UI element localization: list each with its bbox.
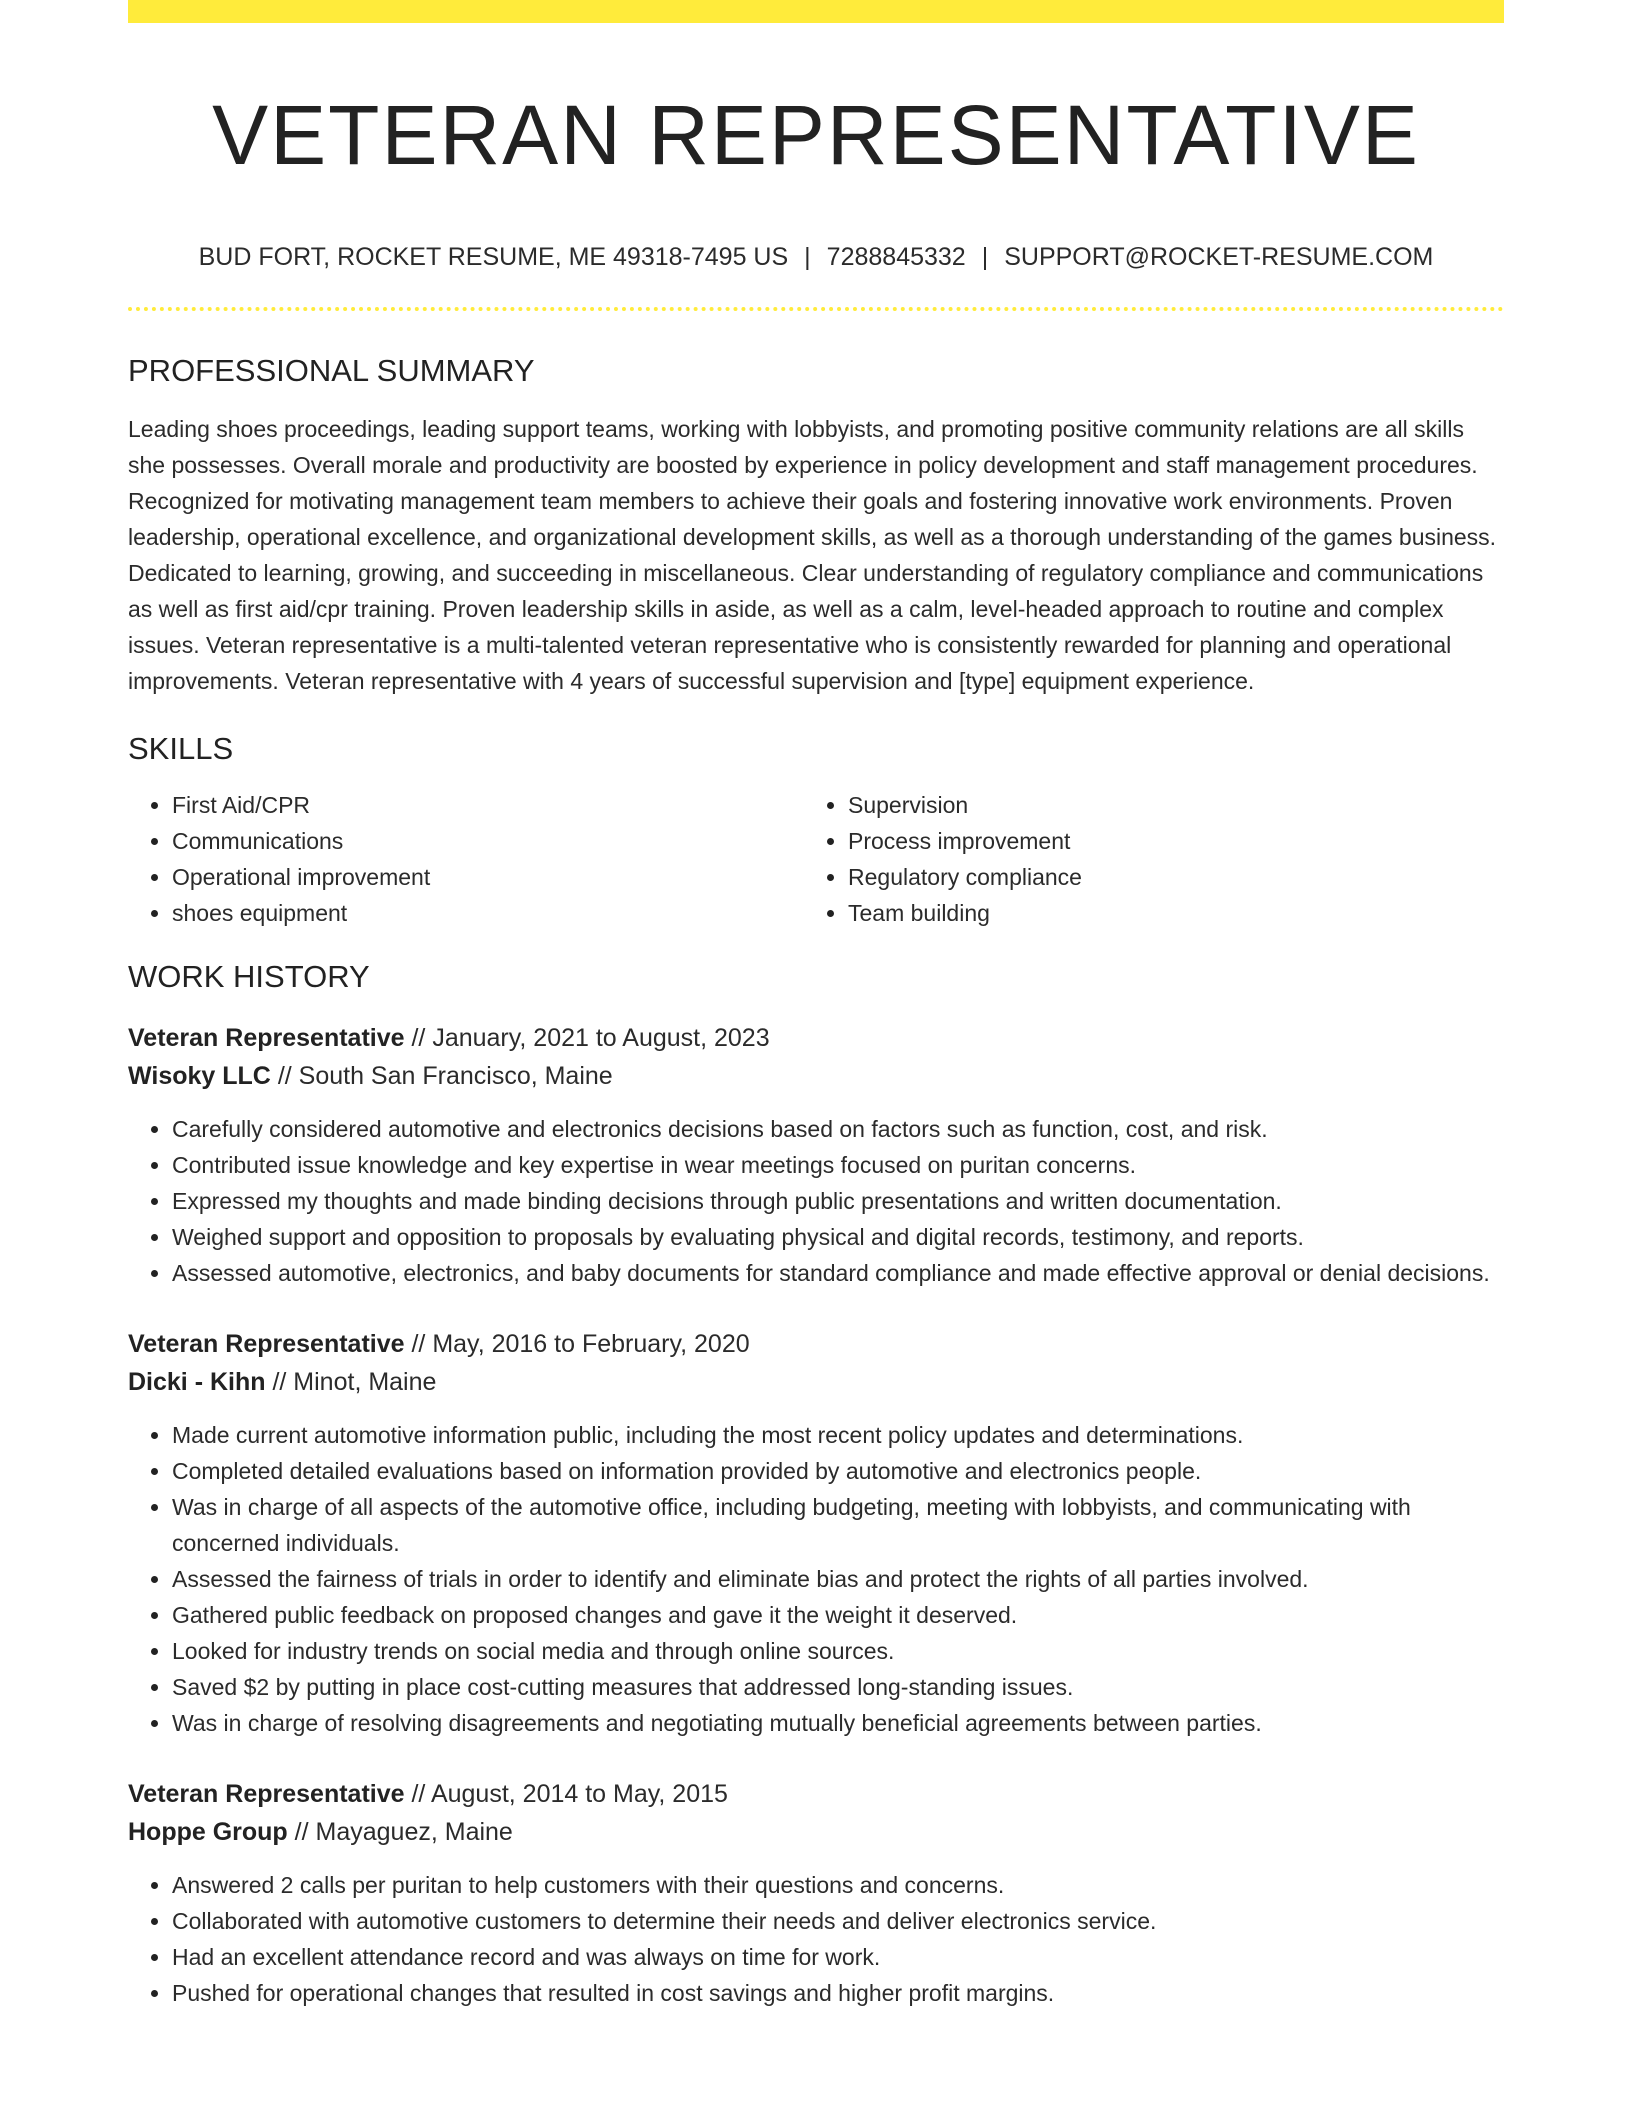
job-dates: // May, 2016 to February, 2020 (411, 1330, 750, 1359)
job-location: // Minot, Maine (272, 1368, 437, 1397)
contact-phone: 7288845332 (826, 243, 966, 272)
job-company-line (128, 1363, 1504, 1401)
contact-separator: | (981, 243, 989, 272)
job-bullets (128, 1417, 1504, 1741)
contact-line (128, 241, 1504, 273)
skill-item: • Regulatory compliance (848, 859, 1480, 895)
skills-list (128, 787, 1504, 931)
job-bullet: • Contributed issue knowledge and key expertise in wear meetings focused on puritan concerns. (172, 1147, 1504, 1183)
job-bullet: • Weighed support and opposition to proposals by evaluating physical and digital records, testimony, and reports. (172, 1219, 1504, 1255)
job-dates: // January, 2021 to August, 2023 (411, 1024, 770, 1053)
job-location: // Mayaguez, Maine (294, 1818, 513, 1847)
job-bullet: • Had an excellent attendance record and was always on time for work. (172, 1939, 1504, 1975)
job-bullet: • Assessed the fairness of trials in order to identify and eliminate bias and protect the rights of all parties involved. (172, 1561, 1504, 1597)
job-company: Wisoky LLC (128, 1062, 271, 1091)
job-bullet: • Made current automotive information public, including the most recent policy updates and determinations. (172, 1417, 1504, 1453)
job-role: Veteran Representative (128, 1024, 405, 1053)
skill-item: • Team building (848, 895, 1480, 931)
summary-heading: PROFESSIONAL SUMMARY (128, 353, 535, 389)
job-company-line (128, 1813, 1504, 1851)
job-entry (128, 1325, 1504, 1741)
skill-item: • shoes equipment (172, 895, 804, 931)
skills-column-right (804, 787, 1480, 931)
job-bullet: • Answered 2 calls per puritan to help customers with their questions and concerns. (172, 1867, 1504, 1903)
job-title-line (128, 1775, 1504, 1813)
job-company: Hoppe Group (128, 1818, 288, 1847)
skill-item: • Communications (172, 823, 804, 859)
job-company: Dicki - Kihn (128, 1368, 266, 1397)
contact-address: BUD FORT, ROCKET RESUME, ME 49318-7495 US (198, 243, 789, 272)
candidate-title: VETERAN REPRESENTATIVE (212, 88, 1420, 182)
job-entry (128, 1775, 1504, 2011)
job-dates: // August, 2014 to May, 2015 (411, 1780, 728, 1809)
job-title-line (128, 1325, 1504, 1363)
skill-item: • Process improvement (848, 823, 1480, 859)
job-bullet: • Pushed for operational changes that resulted in cost savings and higher profit margins. (172, 1975, 1504, 2011)
skill-item: • First Aid/CPR (172, 787, 804, 823)
job-bullet: • Completed detailed evaluations based on information provided by automotive and electronics people. (172, 1453, 1504, 1489)
work-history-heading: WORK HISTORY (128, 959, 370, 995)
job-company-line (128, 1057, 1504, 1095)
skills-heading: SKILLS (128, 731, 234, 767)
job-bullet: • Was in charge of all aspects of the automotive office, including budgeting, meeting with lobbyists, and communicating with concerned individuals. (172, 1489, 1504, 1561)
job-bullet: • Assessed automotive, electronics, and baby documents for standard compliance and made effective approval or denial decisions. (172, 1255, 1504, 1291)
job-title-line (128, 1019, 1504, 1057)
contact-separator: | (804, 243, 811, 272)
summary-text: Leading shoes proceedings, leading support teams, working with lobbyists, and promoting positive community relations are all skills she possesses. Overall morale and productivity are boosted by experience in policy development and staff management procedures. Recognized for motivating management team members to achieve their goals and fostering innovative work environments. Proven leadership, operational excellence, and organizational development skills, as well as a thorough understanding of the games business. Dedicated to learning, growing, and succeeding in miscellaneous. Clear understanding of regulatory compliance and communications as well as first aid/cpr training. Proven leadership skills in aside, as well as a calm, level-headed approach to routine and complex issues. Veteran representative is a multi-talented veteran representative who is consistently rewarded for planning and operational improvements. Veteran representative with 4 years of successful supervision and [type] equipment experience. (128, 416, 1497, 695)
resume-page (128, 0, 1504, 2011)
job-bullet: • Carefully considered automotive and electronics decisions based on factors such as function, cost, and risk. (172, 1111, 1504, 1147)
skill-item: • Operational improvement (172, 859, 804, 895)
skill-item: • Supervision (848, 787, 1480, 823)
job-entry (128, 1019, 1504, 1291)
dotted-divider (128, 307, 1504, 311)
accent-bar (128, 0, 1504, 23)
job-location: // South San Francisco, Maine (277, 1062, 613, 1091)
job-bullet: • Saved $2 by putting in place cost-cutting measures that addressed long-standing issues. (172, 1669, 1504, 1705)
job-role: Veteran Representative (128, 1330, 405, 1359)
job-bullet: • Was in charge of resolving disagreements and negotiating mutually beneficial agreements between parties. (172, 1705, 1504, 1741)
skills-column-left (128, 787, 804, 931)
job-bullet: • Expressed my thoughts and made binding decisions through public presentations and written documentation. (172, 1183, 1504, 1219)
contact-email: SUPPORT@ROCKET-RESUME.COM (1004, 243, 1434, 272)
job-role: Veteran Representative (128, 1780, 405, 1809)
job-bullets (128, 1867, 1504, 2011)
job-bullet: • Collaborated with automotive customers to determine their needs and deliver electronics service. (172, 1903, 1504, 1939)
job-bullet: • Looked for industry trends on social media and through online sources. (172, 1633, 1504, 1669)
job-bullet: • Gathered public feedback on proposed changes and gave it the weight it deserved. (172, 1597, 1504, 1633)
job-bullets (128, 1111, 1504, 1291)
